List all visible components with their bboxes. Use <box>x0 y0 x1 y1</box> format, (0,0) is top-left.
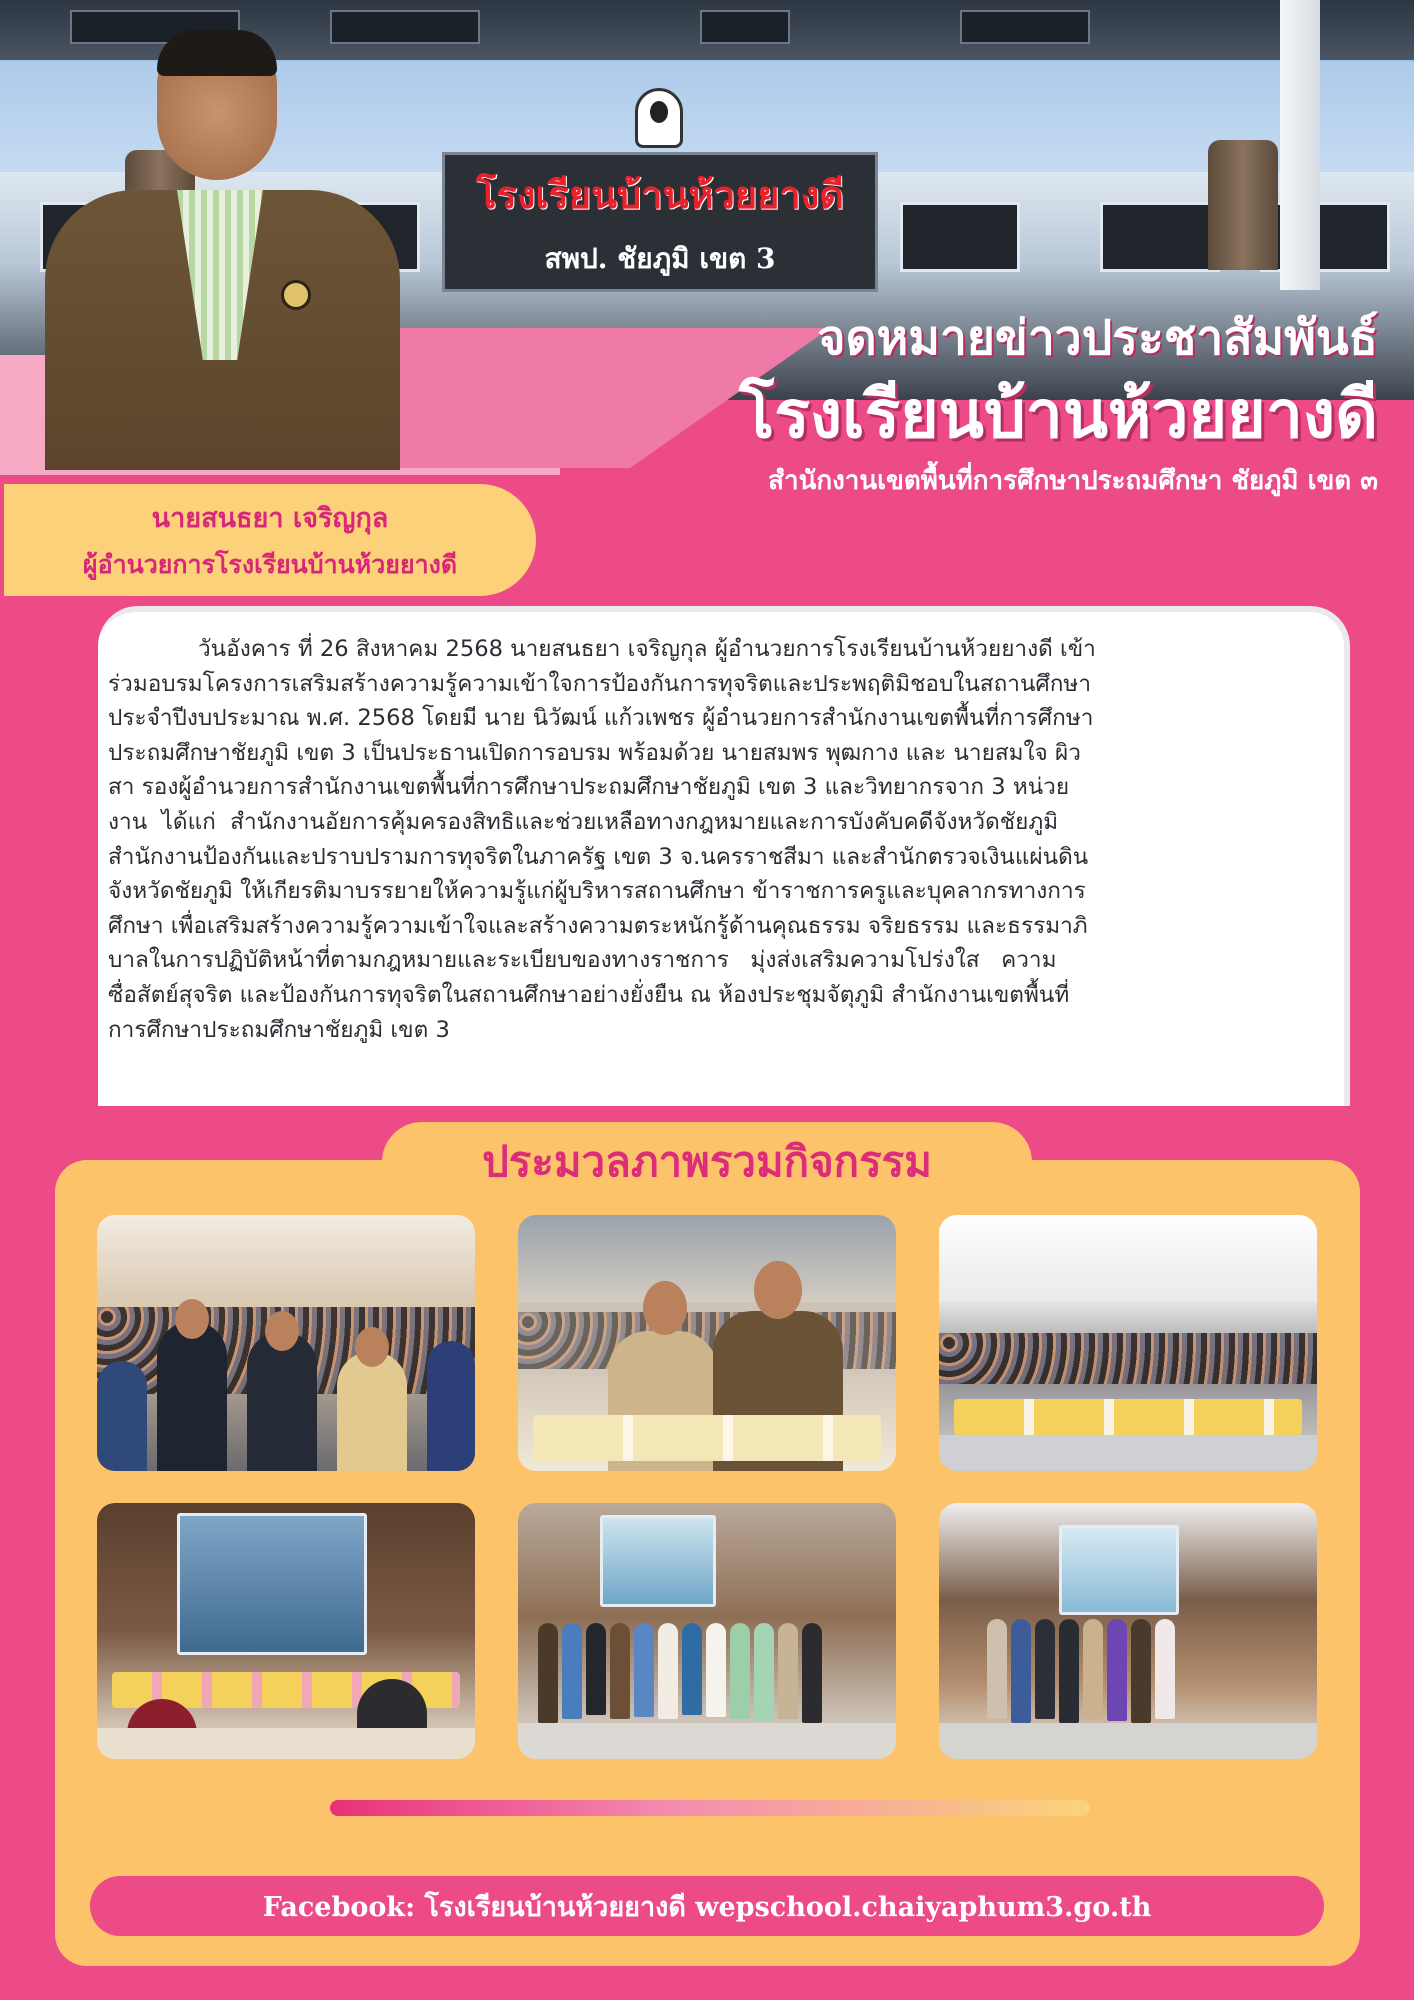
gallery-tab <box>382 1122 1032 1202</box>
school-emblem-icon <box>635 88 683 148</box>
article-body <box>108 632 1316 1047</box>
article-line: สำนักงานป้องกันและปราบปรามการทุจริตในภาครัฐ เขต 3 จ.นครราชสีมา และสำนักตรวจเงินแผ่นดิน <box>108 843 1089 870</box>
tree-stump <box>1208 140 1278 270</box>
director-position: ผู้อำนวยการโรงเรียนบ้านห้วยยางดี <box>82 549 458 579</box>
article-line: วันอังคาร ที่ 26 สิงหาคม 2568 นายสนธยา เจริญกุล ผู้อำนวยการโรงเรียนบ้านห้วยยางดี เข้า <box>198 636 1096 662</box>
article-line: งาน ได้แก่ สำนักงานอัยการคุ้มครองสิทธิและช่วยเหลือทางกฎหมายและการบังคับคดีจังหวัดชัยภูมิ <box>108 808 1059 835</box>
gallery-photo-4 <box>97 1503 475 1759</box>
article-line: บาลในการปฏิบัติหน้าที่ตามกฎหมายและระเบียบของทางราชการ มุ่งส่งเสริมความโปร่งใส ความ <box>108 947 1057 974</box>
gallery-photo-3 <box>939 1215 1317 1471</box>
footer-pill <box>90 1876 1324 1936</box>
sign-school-name: โรงเรียนบ้านห้วยยางดี <box>476 171 844 217</box>
director-name: นายสนธยา เจริญกุล <box>151 502 389 534</box>
gallery-title: ประมวลภาพรวมกิจกรรม <box>482 1137 932 1186</box>
director-hair <box>157 30 277 76</box>
article-line: ร่วมอบรมโครงการเสริมสร้างความรู้ความเข้าใจการป้องกันการทุจริตและประพฤติมิชอบในสถานศึกษา <box>108 670 1092 697</box>
gallery-photo-2 <box>518 1215 896 1471</box>
gallery-photo-1 <box>97 1215 475 1471</box>
divider-bar <box>330 1800 1090 1816</box>
article-line: ประถมศึกษาชัยภูมิ เขต 3 เป็นประธานเปิดการอบรม พร้อมด้วย นายสมพร พุฒกาง และ นายสมใจ ผิว <box>108 739 1081 766</box>
gallery-photo-6 <box>939 1503 1317 1759</box>
building-pillar <box>1280 0 1320 290</box>
school-title: โรงเรียนบ้านห้วยยางดี <box>738 376 1378 453</box>
footer-contact: Facebook: โรงเรียนบ้านห้วยยางดี wepschool.chaiyaphum3.go.th <box>262 1891 1152 1923</box>
article-line: จังหวัดชัยภูมิ ให้เกียรติมาบรรยายให้ความรู้แก่ผู้บริหารสถานศึกษา ข้าราชการครูและบุคลากรทางการ <box>108 878 1086 905</box>
sign-district: สพป. ชัยภูมิ เขต 3 <box>544 241 776 275</box>
article-line: ซื่อสัตย์สุจริต และป้องกันการทุจริตในสถานศึกษาอย่างยั่งยืน ณ ห้องประชุมจัตุภูมิ สำนักงานเขตพื้นที่ <box>108 981 1070 1008</box>
article-line: ประจำปีงบประมาณ พ.ศ. 2568 โดยมี นาย นิวัฒน์ แก้วเพชร ผู้อำนวยการสำนักงานเขตพื้นที่การศึกษา <box>108 705 1094 732</box>
gallery-photo-5 <box>518 1503 896 1759</box>
office-subtitle: สำนักงานเขตพื้นที่การศึกษาประถมศึกษา ชัยภูมิ เขต ๓ <box>768 466 1378 496</box>
article-card <box>98 606 1350 1106</box>
newsletter-title: จดหมายข่าวประชาสัมพันธ์ <box>817 310 1378 366</box>
article-line: สา รองผู้อำนวยการสำนักงานเขตพื้นที่การศึกษาประถมศึกษาชัยภูมิ เขต 3 และวิทยากรจาก 3 หน่วย <box>108 774 1070 801</box>
school-sign <box>442 152 878 292</box>
director-badge-icon <box>281 280 311 310</box>
director-name-pill <box>4 484 536 596</box>
director-photo <box>45 30 400 470</box>
article-line: การศึกษาประถมศึกษาชัยภูมิ เขต 3 <box>108 1016 450 1043</box>
article-line: ศึกษา เพื่อเสริมสร้างความรู้ความเข้าใจและสร้างความตระหนักรู้ด้านคุณธรรม จริยธรรม และธรรมาภิ <box>108 912 1088 939</box>
